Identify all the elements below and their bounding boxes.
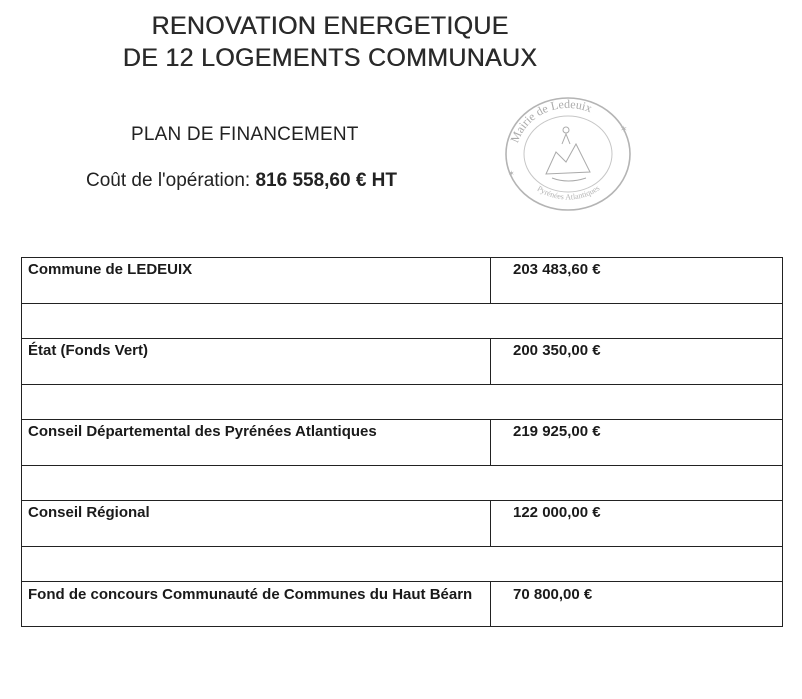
spacer-row xyxy=(22,385,783,420)
financing-row xyxy=(22,420,783,466)
operation-cost-label: Coût de l'opération: xyxy=(86,170,251,191)
svg-text:✶: ✶ xyxy=(508,169,515,178)
section-subtitle: PLAN DE FINANCEMENT xyxy=(131,124,359,145)
funder-name: Commune de LEDEUIX xyxy=(22,258,491,304)
svg-text:Mairie de Ledeuix xyxy=(507,97,594,145)
financing-row xyxy=(22,339,783,385)
mairie-stamp xyxy=(500,92,636,214)
stamp-text-top: Mairie de Ledeuix xyxy=(507,96,595,145)
financing-row xyxy=(22,258,783,304)
funder-amount: 200 350,00 € xyxy=(491,339,783,385)
financing-table xyxy=(21,257,783,627)
stamp-emblem-icon xyxy=(546,127,590,181)
operation-cost-value: 816 558,60 € HT xyxy=(255,170,398,191)
funder-amount: 219 925,00 € xyxy=(491,420,783,466)
funder-amount: 70 800,00 € xyxy=(491,582,783,627)
funder-name: État (Fonds Vert) xyxy=(22,339,491,385)
funder-name: Fond de concours Communauté de Communes du Haut Béarn xyxy=(22,582,491,627)
funder-amount: 122 000,00 € xyxy=(491,501,783,547)
operation-cost xyxy=(86,170,397,192)
document-title-line-1: RENOVATION ENERGETIQUE xyxy=(151,12,509,40)
spacer-row xyxy=(22,304,783,339)
funder-name: Conseil Départemental des Pyrénées Atlantiques xyxy=(22,420,491,466)
spacer-row xyxy=(22,547,783,582)
funder-name: Conseil Régional xyxy=(22,501,491,547)
stamp-text-bottom: Pyrénées Atlantiques xyxy=(535,183,602,202)
spacer-row xyxy=(22,466,783,501)
funder-amount: 203 483,60 € xyxy=(491,258,783,304)
financing-row xyxy=(22,501,783,547)
document-title-line-2: DE 12 LOGEMENTS COMMUNAUX xyxy=(122,44,538,72)
financing-row xyxy=(22,582,783,627)
svg-text:✶: ✶ xyxy=(620,125,628,135)
